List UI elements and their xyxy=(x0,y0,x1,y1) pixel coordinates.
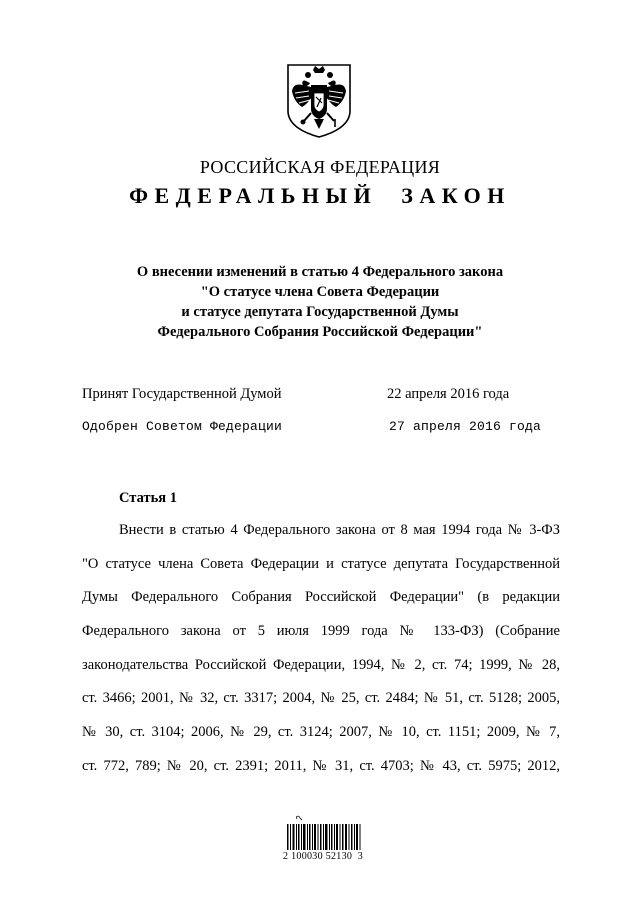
article-line: законодательства Российской Федерации, 1994, № 2, ст. 74; 1999, № 28, xyxy=(82,656,560,673)
approved-date: 27 апреля 2016 года xyxy=(389,419,542,434)
law-title xyxy=(0,262,640,342)
adopted-date: 22 апреля 2016 года xyxy=(387,386,510,402)
law-title-line: "О статусе члена Совета Федерации xyxy=(200,284,440,300)
adopted-label: Принят Государственной Думой xyxy=(82,386,282,402)
article-line: ст. 3466; 2001, № 32, ст. 3317; 2004, № 25, ст. 2484; № 51, ст. 5128; 2005, xyxy=(82,690,560,707)
law-title-line: О внесении изменений в статью 4 Федерального закона xyxy=(136,264,504,280)
article-body xyxy=(82,520,560,790)
barcode-number: 2 100030 52130 3 xyxy=(283,851,364,862)
article-line: Федерального закона от 5 июля 1999 года № 133-ФЗ) (Собрание xyxy=(82,623,560,640)
law-title-line: Федерального Собрания Российской Федерации" xyxy=(157,324,483,340)
approved-label: Одобрен Советом Федерации xyxy=(82,419,283,434)
article-line: Думы Федерального Собрания Российской Федерации" (в редакции xyxy=(82,589,560,606)
article-line: ст. 772, 789; № 20, ст. 2391; 2011, № 31, ст. 4703; № 43, ст. 5975; 2012, xyxy=(82,757,560,774)
article-line: № 30, ст. 3104; 2006, № 29, ст. 3124; 2007, № 10, ст. 1151; 2009, № 7, xyxy=(82,724,560,741)
article-line: "О статусе члена Совета Федерации и статусе депутата Государственной xyxy=(82,555,560,572)
article-line: Внести в статью 4 Федерального закона от 8 мая 1994 года № 3-ФЗ xyxy=(119,522,560,538)
state-emblem-icon xyxy=(284,63,354,139)
law-title-line: и статусе депутата Государственной Думы xyxy=(181,304,459,320)
country-name: РОССИЙСКАЯ ФЕДЕРАЦИЯ xyxy=(199,157,441,177)
document-type: ФЕДЕРАЛЬНЫЙ ЗАКОН xyxy=(129,183,511,208)
article-heading: Статья 1 xyxy=(119,490,177,506)
